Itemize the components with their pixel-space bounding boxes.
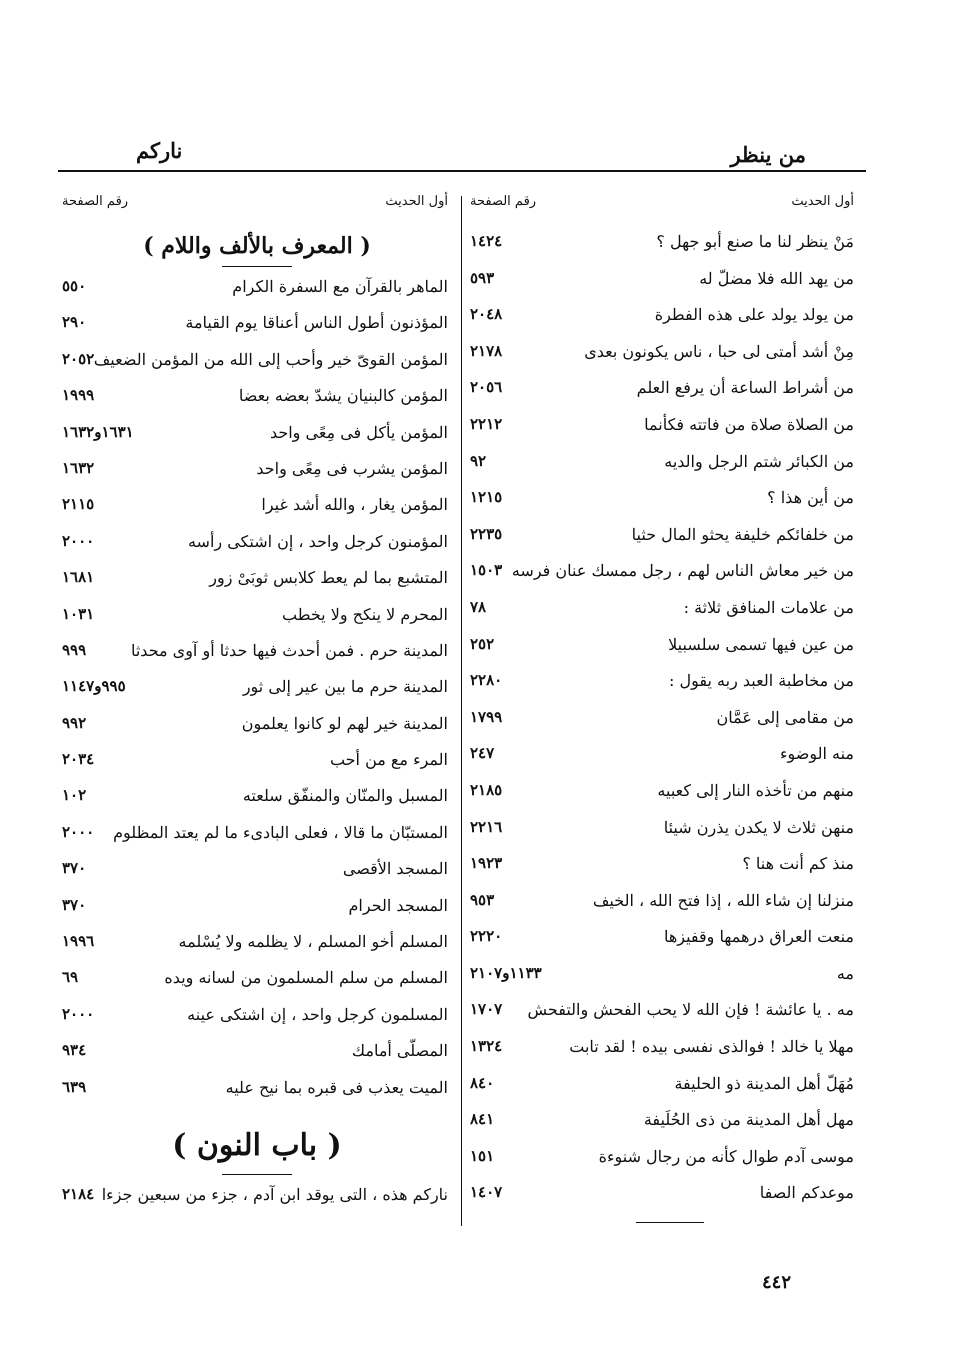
page-ref: ٢٢٢٠	[470, 927, 503, 946]
hadith-opening: من الصلاة صلاة من فاتته فكأنما	[644, 414, 854, 434]
index-entry	[466, 738, 862, 775]
index-entry	[58, 453, 456, 489]
index-entry	[58, 744, 456, 780]
page-ref: ١٦٣٢	[62, 458, 95, 477]
section-title-definite: ( المعرف بالألف واللام )	[143, 233, 371, 259]
index-entry	[466, 848, 862, 885]
hadith-opening: الماهر بالقرآن مع السفرة الكرام	[232, 277, 448, 296]
hadith-opening: المؤمن يأكل فى مِعًى واحد	[269, 422, 448, 442]
index-entry	[466, 812, 862, 849]
hadith-opening: مِنْ أشد أمتى لى حبا ، ناس يكونون بعدى	[584, 341, 854, 361]
index-entry	[58, 962, 456, 998]
index-entry	[466, 629, 862, 666]
page-number: ٤٤٢	[762, 1272, 792, 1293]
page-ref: ١٦٣١و١٦٣٢	[62, 422, 134, 441]
header-rule	[58, 170, 866, 172]
hadith-opening: المسلمون كرجل واحد ، إن اشتكى عينه	[187, 1004, 448, 1024]
page-ref: ٦٣٩	[62, 1077, 87, 1096]
page-ref: ٣٧٠	[62, 859, 87, 878]
page-ref: ١٩٢٣	[470, 854, 503, 873]
index-entry	[466, 1068, 862, 1105]
page-ref: ٨٤٠	[470, 1073, 495, 1092]
index-entry	[58, 926, 456, 962]
index-entry	[466, 482, 862, 519]
section-title-nun: ( باب النون )	[172, 1127, 342, 1163]
hadith-opening: مهل أهل المدينة من ذى الحُلَيفة	[643, 1110, 854, 1130]
index-entry	[58, 780, 456, 816]
hadith-opening: من خير معاش الناس لهم ، رجل ممسك عنان فرسه	[511, 561, 854, 581]
hadith-opening: المسلم من سلم المسلمون من لسانه ويده	[164, 968, 448, 988]
index-entry	[466, 1104, 862, 1141]
hadith-opening: المسبل والمنّان والمنفّق سلعته	[242, 786, 448, 806]
page-ref: ٢٢٨٠	[470, 671, 503, 690]
index-entry	[466, 921, 862, 958]
page-ref: ١٥١	[470, 1146, 495, 1165]
page-ref: ١٦٨١	[62, 568, 95, 587]
index-entry	[58, 817, 456, 853]
left-entries-2	[58, 1179, 456, 1215]
page-ref: ١٧٠٧	[470, 1000, 503, 1019]
hadith-opening: منعت العراق درهمها وقفيزها	[663, 927, 854, 947]
left-heading-text: أول الحديث	[385, 194, 448, 209]
right-column-headings	[466, 192, 862, 226]
page-ref: ٢٢٣٥	[470, 524, 503, 543]
hadith-opening: المرء مع من أحب	[329, 750, 448, 770]
index-entry	[58, 380, 456, 416]
hadith-opening: المؤمن يغار ، والله أشد غيرا	[261, 495, 448, 515]
hadith-opening: موعدكم الصفا	[759, 1183, 854, 1203]
index-entry	[466, 409, 862, 446]
header-left: نارکم	[136, 138, 183, 163]
right-column	[466, 192, 862, 1214]
hadith-opening: المستبّان ما قالا ، فعلى البادىء ما لم يعتد المظلوم	[113, 822, 448, 842]
hadith-opening: منهن ثلاث لا يكدن يذرن شيئا	[663, 817, 854, 837]
hadith-opening: من يولد يولد على هذه الفطرة	[654, 305, 854, 325]
hadith-opening: من عين فيها تسمى سلسبيلا	[668, 634, 854, 654]
index-entry	[58, 671, 456, 707]
section-rule-2	[222, 1174, 292, 1175]
hadith-opening: من الكبائر شتم الرجل والديه	[664, 451, 854, 471]
page-ref: ٨٤١	[470, 1110, 495, 1129]
column-divider	[461, 196, 462, 1226]
page-ref: ٢٥٢	[470, 634, 495, 653]
index-entry	[466, 336, 862, 373]
hadith-opening: المسلم أخو المسلم ، لا يظلمه ولا يُسْلمه	[178, 932, 448, 952]
index-entry	[58, 599, 456, 635]
index-entry	[58, 307, 456, 343]
index-entry	[466, 226, 862, 263]
page-ref: ١٥٠٣	[470, 561, 503, 580]
running-header	[58, 138, 866, 168]
hadith-opening: منذ كم أنت هنا ؟	[742, 854, 854, 874]
index-entry	[466, 299, 862, 336]
hadith-opening: منزلنا إن شاء الله ، إذا فتح الله ، الخيف	[592, 890, 854, 910]
hadith-opening: المؤمن القوىّ خير وأحب إلى الله من المؤمن الضعيف	[93, 349, 448, 369]
hadith-opening: المسجد الأقصى	[342, 859, 448, 879]
index-entry	[58, 1179, 456, 1215]
index-entry	[58, 853, 456, 889]
index-entry	[466, 702, 862, 739]
hadith-opening: المؤمنون كرجل واحد ، إن اشتكى رأسه	[187, 531, 448, 551]
hadith-opening: مَنْ ينظر لنا ما صنع أبو جهل ؟	[656, 232, 854, 251]
hadith-opening: منه الوضوء	[779, 744, 854, 764]
page-ref: ٩٩٢	[62, 713, 87, 732]
index-entry	[466, 1177, 862, 1214]
hadith-opening: مه . يا عائشة ! فإن الله لا يحب الفحش والتفحش	[527, 1000, 854, 1020]
page-ref: ١٠٢	[62, 786, 87, 805]
hadith-opening: المؤمن كالبنيان يشدّ بعضه بعضا	[238, 386, 448, 406]
page-ref: ٩٢	[470, 451, 487, 470]
page-ref: ٢٠٤٨	[470, 305, 503, 324]
index-entry	[58, 1072, 456, 1108]
page-ref: ٣٧٠	[62, 895, 87, 914]
right-heading-text: أول الحديث	[791, 194, 854, 209]
page-ref: ١٤٠٧	[470, 1183, 503, 1202]
index-entry	[58, 999, 456, 1035]
page-ref: ٥٩٣	[470, 268, 495, 287]
index-entry	[58, 344, 456, 380]
hadith-opening: منهم من تأخذه النار إلى كعبيه	[657, 780, 854, 800]
index-entry	[58, 708, 456, 744]
section-rule	[222, 266, 292, 267]
end-rule	[636, 1222, 704, 1223]
page-ref: ١١٣٣و٢١٠٧	[470, 963, 542, 982]
page-ref: ٢٠٠٠	[62, 531, 95, 550]
index-entry	[58, 271, 456, 307]
page-ref: ١٣٢٤	[470, 1037, 503, 1056]
right-entries	[466, 226, 862, 1214]
index-entry	[58, 890, 456, 926]
page-ref: ٢١٨٤	[62, 1184, 95, 1203]
hadith-opening: المدينة خير لهم لو كانوا يعلمون	[241, 713, 448, 733]
page-ref: ٩٥٣	[470, 890, 495, 909]
page-ref: ٢٠٠٠	[62, 1004, 95, 1023]
page-ref: ٢٠٥٢	[62, 349, 95, 368]
page-ref: ٢٤٧	[470, 744, 495, 763]
index-entry	[466, 1031, 862, 1068]
index-entry	[466, 372, 862, 409]
page-ref: ١٩٩٦	[62, 932, 95, 951]
left-entries	[58, 271, 456, 1108]
hadith-opening: المدينة حرم ما بين عير إلى ثور	[242, 677, 448, 697]
page-ref: ٢٩٠	[62, 313, 87, 332]
index-entry	[466, 1141, 862, 1178]
left-heading-page: رقم الصفحة	[62, 194, 129, 209]
page-ref: ٩٩٩	[62, 640, 87, 659]
hadith-opening: المصلّى أمامك	[351, 1041, 448, 1061]
page-ref: ٢١٨٥	[470, 780, 503, 799]
index-entry	[58, 562, 456, 598]
hadith-opening: من أين هذا ؟	[767, 488, 854, 508]
hadith-opening: من مخاطبة العبد ربه يقول :	[669, 671, 854, 691]
hadith-opening: المدينة حرم . فمن أحدث فيها حدثا أو آوى محدثا	[130, 640, 448, 660]
hadith-opening: الميت يعذب فى قبره بما نيح عليه	[225, 1077, 448, 1097]
hadith-opening: المتشبع بما لم يعط كلابس ثوبَىْ زور	[209, 568, 448, 588]
hadith-opening: مُهَلّ أهل المدينة ذو الحليفة	[674, 1073, 854, 1093]
page-ref: ١٠٣١	[62, 604, 95, 623]
index-entry	[58, 1035, 456, 1071]
page-ref: ٢٢١٦	[470, 817, 503, 836]
index-entry	[58, 526, 456, 562]
page-ref: ٢١٧٨	[470, 341, 503, 360]
hadith-opening: المحرم لا ينكح ولا يخطب	[281, 604, 448, 624]
index-entry	[466, 263, 862, 300]
page-ref: ٦٩	[62, 968, 79, 987]
page-ref: ٩٣٤	[62, 1041, 87, 1060]
hadith-opening: من أشراط الساعة أن يرفع العلم	[636, 378, 854, 398]
left-column	[58, 192, 456, 1215]
page-ref: ١٧٩٩	[470, 707, 503, 726]
hadith-opening: مهلا يا خالد ! فوالذى نفسى بيده ! لقد تابت	[569, 1037, 854, 1057]
hadith-opening: المؤذنون أطول الناس أعناقا يوم القيامة	[185, 313, 448, 333]
index-entry	[466, 665, 862, 702]
index-entry	[466, 446, 862, 483]
page-ref: ١٤٢٤	[470, 232, 503, 250]
index-entry	[466, 994, 862, 1031]
page-ref: ٢٠٣٤	[62, 750, 95, 769]
hadith-opening: من مقامى إلى عَمَّان	[716, 707, 854, 727]
index-entry	[466, 885, 862, 922]
hadith-opening: المؤمن يشرب فى مِعًى واحد	[256, 458, 448, 478]
hadith-opening: من خلفائكم خليفة يحثو المال حثيا	[631, 524, 854, 544]
index-entry	[466, 555, 862, 592]
page-ref: ٢٠٠٠	[62, 822, 95, 841]
page-ref: ٥٥٠	[62, 277, 87, 295]
right-heading-page: رقم الصفحة	[470, 194, 537, 209]
page-ref: ١٢١٥	[470, 488, 503, 507]
index-entry	[466, 775, 862, 812]
header-right: من ينظر	[730, 142, 806, 167]
page-ref: ٧٨	[470, 597, 487, 616]
hadith-opening: مه	[836, 963, 854, 983]
index-entry	[58, 489, 456, 525]
page-ref: ١٩٩٩	[62, 386, 95, 405]
index-entry	[58, 417, 456, 453]
page-ref: ٢٠٥٦	[470, 378, 503, 397]
index-entry	[466, 958, 862, 995]
hadith-opening: ناركم هذه ، التى يوقد ابن آدم ، جزء من سبعين جزءا	[101, 1184, 448, 1204]
page-ref: ٢٢١٢	[470, 414, 503, 433]
left-column-headings	[58, 192, 456, 226]
index-entry	[58, 635, 456, 671]
hadith-opening: من علامات المنافق ثلاثة :	[683, 597, 854, 617]
hadith-opening: من يهد الله فلا مضلّ له	[699, 268, 854, 288]
hadith-opening: موسى آدم طوال كأنه من رجال شنوءة	[598, 1146, 854, 1166]
index-entry	[466, 519, 862, 556]
index-entry	[466, 592, 862, 629]
page-ref: ٩٩٥و١١٤٧	[62, 677, 126, 696]
hadith-opening: المسجد الحرام	[348, 895, 448, 915]
page-ref: ٢١١٥	[62, 495, 95, 514]
